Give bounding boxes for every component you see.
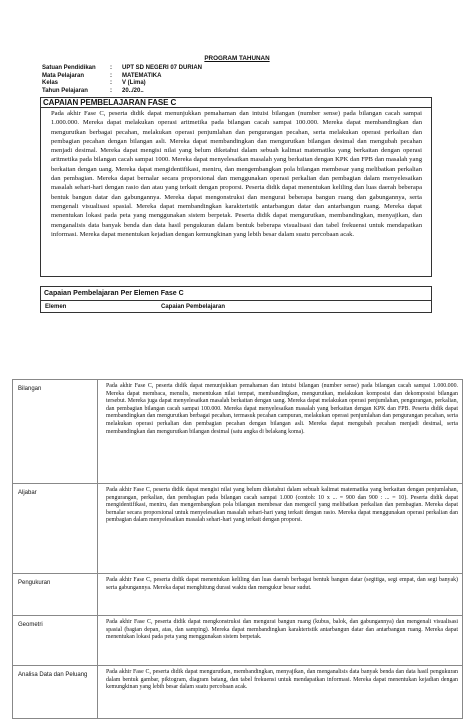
table-row <box>13 380 463 484</box>
elemen-table <box>12 379 463 719</box>
meta-value: V (Lima) <box>122 80 146 87</box>
meta-value: 20../20.. <box>122 87 144 94</box>
meta-label: Mata Pelajaran <box>42 72 85 79</box>
elemen-name: Pengukuran <box>13 574 98 616</box>
meta-value: MATEMATIKA <box>122 72 162 79</box>
elemen-heading: Capaian Pembelajaran Per Elemen Fase C <box>41 287 431 301</box>
table-row <box>13 484 463 574</box>
elemen-text: Pada akhir Fase C, peserta didik dapat mengkonstruksi dan mengurai bangun ruang (kubus, balok, dan gabungannya) dan mengenali visualisasi spasial (bagian depan, atas, dan samping). Mereka dapat membandingkan karakteristik antarbangun datar dan antarbangun ruang. Mereka dapat menentukan lokasi pada peta yang menggunakan sistem berpetak. <box>98 616 463 666</box>
meta-colon: : <box>110 72 112 79</box>
meta-row <box>42 73 202 81</box>
column-capaian: Capaian Pembelajaran <box>161 304 226 310</box>
capaian-box <box>40 97 432 277</box>
document-title: PROGRAM TAHUNAN <box>204 55 270 62</box>
meta-colon: : <box>110 65 112 71</box>
elemen-text: Pada akhir Fase C, peserta didik dapat mengurutkan, membandingkan, menyajikan, dan menganalisis data banyak benda dan data hasil pengukuran dalam bentuk gambar, piktogram, diagram batang, dan tabel frekuensi untuk mendapatkan informasi. Mereka dapat menentukan kejadian dengan kemungkinan yang lebih besar dalam suatu percobaan acak. <box>98 666 463 719</box>
elemen-header-box <box>40 286 432 313</box>
elemen-name: Bilangan <box>13 380 98 484</box>
meta-label: Kelas <box>42 80 59 87</box>
elemen-name: Analisa Data dan Peluang <box>13 666 98 719</box>
elemen-text: Pada akhir Fase C, peserta didik dapat mengisi nilai yang belum diketahui dalam sebuah kalimat matematika yang berkaitan dengan penjumlahan, pengurangan, perkalian, dan pembagian pada bilangan cacah sampai 1.000 (contoh: 10 x ... = 900 dan 900 : ... = 10). Peserta didik dapat mengidentifikasi, meniru, dan mengembangkan pola bilangan membesar dan mengecil yang melibatkan perkalian dan pembagian. Mereka dapat bernalar secara proporsional untuk menyelesaikan masalah sehari-hari yang terkait dengan rasio. Mereka dapat menggunakan operasi perkalian dan pembagian dalam menyelesaikan masalah sehari-hari yang terkait dengan proporsi. <box>98 484 463 574</box>
meta-block <box>42 65 202 95</box>
meta-row <box>42 88 202 96</box>
elemen-column-headers <box>41 301 431 314</box>
elemen-name: Geometri <box>13 616 98 666</box>
capaian-heading: CAPAIAN PEMBELAJARAN FASE C <box>41 98 431 108</box>
meta-colon: : <box>110 87 112 94</box>
elemen-text: Pada akhir Fase C, peserta didik dapat menentukan keliling dan luas daerah berbagai bentuk bangun datar (segitiga, segi empat, dan segi banyak) serta gabungannya. Mereka dapat menghitung durasi waktu dan mengukur besar sudut. <box>98 574 463 616</box>
meta-row <box>42 80 202 88</box>
column-elemen: Elemen <box>45 304 67 310</box>
meta-label: Satuan Pendidikan <box>42 65 96 71</box>
meta-colon: : <box>110 80 112 87</box>
meta-label: Tahun Pelajaran <box>42 87 88 94</box>
elemen-text: Pada akhir Fase C, peserta didik dapat menunjukkan pemahaman dan intuisi bilangan (number sense) pada bilangan cacah sampai 1.000.000. Mereka dapat membaca, menulis, menentukan nilai tempat, membandingkan, mengurutkan, melakukan komposisi dan dekomposisi bilangan tersebut. Mereka juga dapat menyelesaikan masalah berkaitan dengan uang. Mereka dapat melakukan operasi penjumlahan, pengurangan, perkalian, dan pembagian bilangan cacah sampai 100.000. Mereka dapat menyelesaikan masalah yang berkaitan dengan KPK dan FPB. Peserta didik dapat membandingkan dan mengurutkan berbagai pecahan, termasuk pecahan campuran, melakukan operasi penjumlahan dan pengurangan pecahan, serta melakukan operasi perkalian dan pembagian pecahan dengan bilangan asli. Mereka dapat mengubah pecahan menjadi desimal, serta membandingkan dan mengurutkan bilangan desimal (satu angka di belakang koma). <box>98 380 463 484</box>
table-row <box>13 666 463 719</box>
table-row <box>13 574 463 616</box>
table-row <box>13 616 463 666</box>
capaian-text: Pada akhir Fase C, peserta didik dapat menunjukkan pemahaman dan intuisi bilangan (number sense) pada bilangan cacah sampai 1.000.000. Mereka dapat melakukan operasi aritmetika pada bilangan cacah sampai 100.000. Mereka dapat membandingkan dan mengurutkan berbagai pecahan, melakukan operasi penjumlahan dan pengurangan pecahan, serta melakukan operasi perkalian dan pembagian pecahan dengan bilangan asli. Mereka dapat membandingkan dan mengurutkan bilangan desimal dan mengubah pecahan menjadi desimal. Mereka dapat mengisi nilai yang belum diketahui dalam sebuah kalimat matematika yang berkaitan dengan operasi aritmetika pada bilangan cacah sampai 1000. Mereka dapat menyelesaikan masalah yang berkaitan dengan KPK dan FPB dan masalah yang berkaitan dengan uang. Mereka dapat mengidentifikasi, meniru, dan mengembangkan pola bilangan membesar yang melibatkan perkalian dan pembagian. Mereka dapat bernalar secara proporsional dan menggunakan operasi perkalian dan pembagian dalam menyelesaikan masalah sehari-hari dengan rasio dan atau yang terkait dengan proporsi. Peserta didik dapat menentukan keliling dan luas daerah beberapa bentuk bangun datar dan gabungannya. Mereka dapat mengonstruksi dan mengurai beberapa bangun ruang dan gabungannya, serta mengenali visualisasi spasial. Mereka dapat membandingkan karakteristik antarbangun datar dan antarbangun ruang. Mereka dapat menentukan lokasi pada peta yang menggunakan sistem berpetak. Peserta didik dapat mengurutkan, membandingkan, menyajikan, dan menganalisis data banyak benda dan data hasil pengukuran dalam bentuk beberapa visualisasi dan tabel frekuensi untuk mendapatkan informasi. Mereka dapat menentukan kejadian dengan kemungkinan yang lebih besar dalam suatu percobaan acak. <box>51 110 422 238</box>
meta-row <box>42 65 202 73</box>
meta-value: UPT SD NEGERI 07 DURIAN <box>122 65 203 71</box>
elemen-name: Aljabar <box>13 484 98 574</box>
